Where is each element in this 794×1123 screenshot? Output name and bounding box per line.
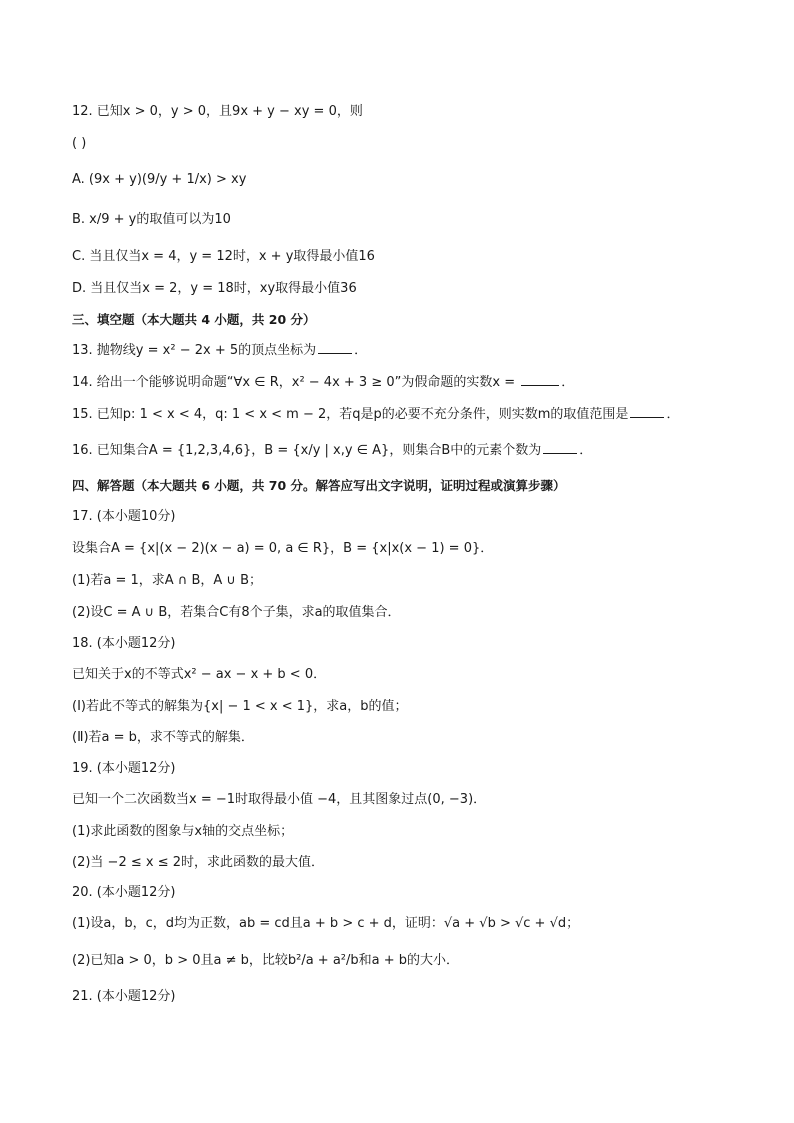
period: ． [666, 407, 680, 422]
section-answer-heading: 四、解答题（本大题共 6 小题，共 70 分。解答应写出文字说明，证明过程或演算步骤） [72, 478, 566, 493]
question-18-stem: 已知关于x的不等式x² − ax − x + b < 0． [72, 667, 327, 682]
question-19-part-2: (2)当 −2 ≤ x ≤ 2时，求此函数的最大值． [72, 855, 324, 870]
question-16-text: 16. 已知集合A = {1,2,3,4,6}，B = {x/y | x,y ∈ A}，则集合B中的元素个数为 [72, 443, 542, 458]
question-15 [72, 405, 734, 425]
question-15-text: 15. 已知p: 1 < x < 4，q: 1 < x < m − 2，若q是p的必要不充分条件，则实数m的取值范围是 [72, 407, 629, 422]
question-21-header: 21. (本小题12分) [72, 989, 176, 1004]
question-12-option-b: B. x/9 + y的取值可以为10 [72, 212, 231, 227]
question-20-part-2: (2)已知a > 0，b > 0且a ≠ b，比较b²/a + a²/b和a + b的大小． [72, 953, 460, 968]
question-20-part-1: (1)设a，b，c，d均为正数，ab = cd且a + b > c + d，证明：√a + √b > √c + √d； [72, 916, 580, 931]
period: ． [579, 443, 593, 458]
question-19-part-1: (1)求此函数的图象与x轴的交点坐标； [72, 824, 294, 839]
question-17-part-1: (1)若a = 1，求A ∩ B，A ∪ B； [72, 573, 262, 588]
answer-blank [521, 373, 559, 386]
section-fill-in-heading: 三、填空题（本大题共 4 小题，共 20 分） [72, 312, 316, 327]
question-16 [72, 441, 734, 461]
question-18-header: 18. (本小题12分) [72, 636, 176, 651]
question-12-stem: 12. 已知x > 0，y > 0，且9x + y − xy = 0，则 [72, 104, 363, 119]
question-20-header: 20. (本小题12分) [72, 885, 176, 900]
answer-blank [318, 341, 352, 354]
question-18-part-2: (Ⅱ)若a = b，求不等式的解集． [72, 730, 254, 745]
question-12-answer-paren: ( ) [72, 136, 87, 151]
question-12-option-c: C. 当且仅当x = 4，y = 12时，x + y取得最小值16 [72, 249, 375, 264]
question-14-text: 14. 给出一个能够说明命题“∀x ∈ R，x² − 4x + 3 ≥ 0”为假命题的实数x = [72, 375, 516, 390]
answer-blank [630, 405, 664, 418]
period: ． [561, 375, 575, 390]
answer-blank [543, 441, 577, 454]
question-17-header: 17. (本小题10分) [72, 509, 176, 524]
question-14 [72, 373, 734, 393]
question-18-part-1: (Ⅰ)若此不等式的解集为{x| − 1 < x < 1}，求a，b的值； [72, 699, 408, 714]
question-19-header: 19. (本小题12分) [72, 761, 176, 776]
question-12-option-a: A. (9x + y)(9/y + 1/x) > xy [72, 172, 247, 187]
question-17-part-2: (2)设C = A ∪ B，若集合C有8个子集，求a的取值集合． [72, 605, 401, 620]
question-12-option-d: D. 当且仅当x = 2，y = 18时，xy取得最小值36 [72, 281, 357, 296]
period: ． [354, 343, 368, 358]
question-19-stem: 已知一个二次函数当x = −1时取得最小值 −4，且其图象过点(0, −3)． [72, 792, 487, 807]
question-13 [72, 341, 734, 361]
question-17-stem: 设集合A = {x|(x − 2)(x − a) = 0, a ∈ R}，B = {x|x(x − 1) = 0}． [72, 541, 494, 556]
question-13-text: 13. 抛物线y = x² − 2x + 5的顶点坐标为 [72, 343, 317, 358]
